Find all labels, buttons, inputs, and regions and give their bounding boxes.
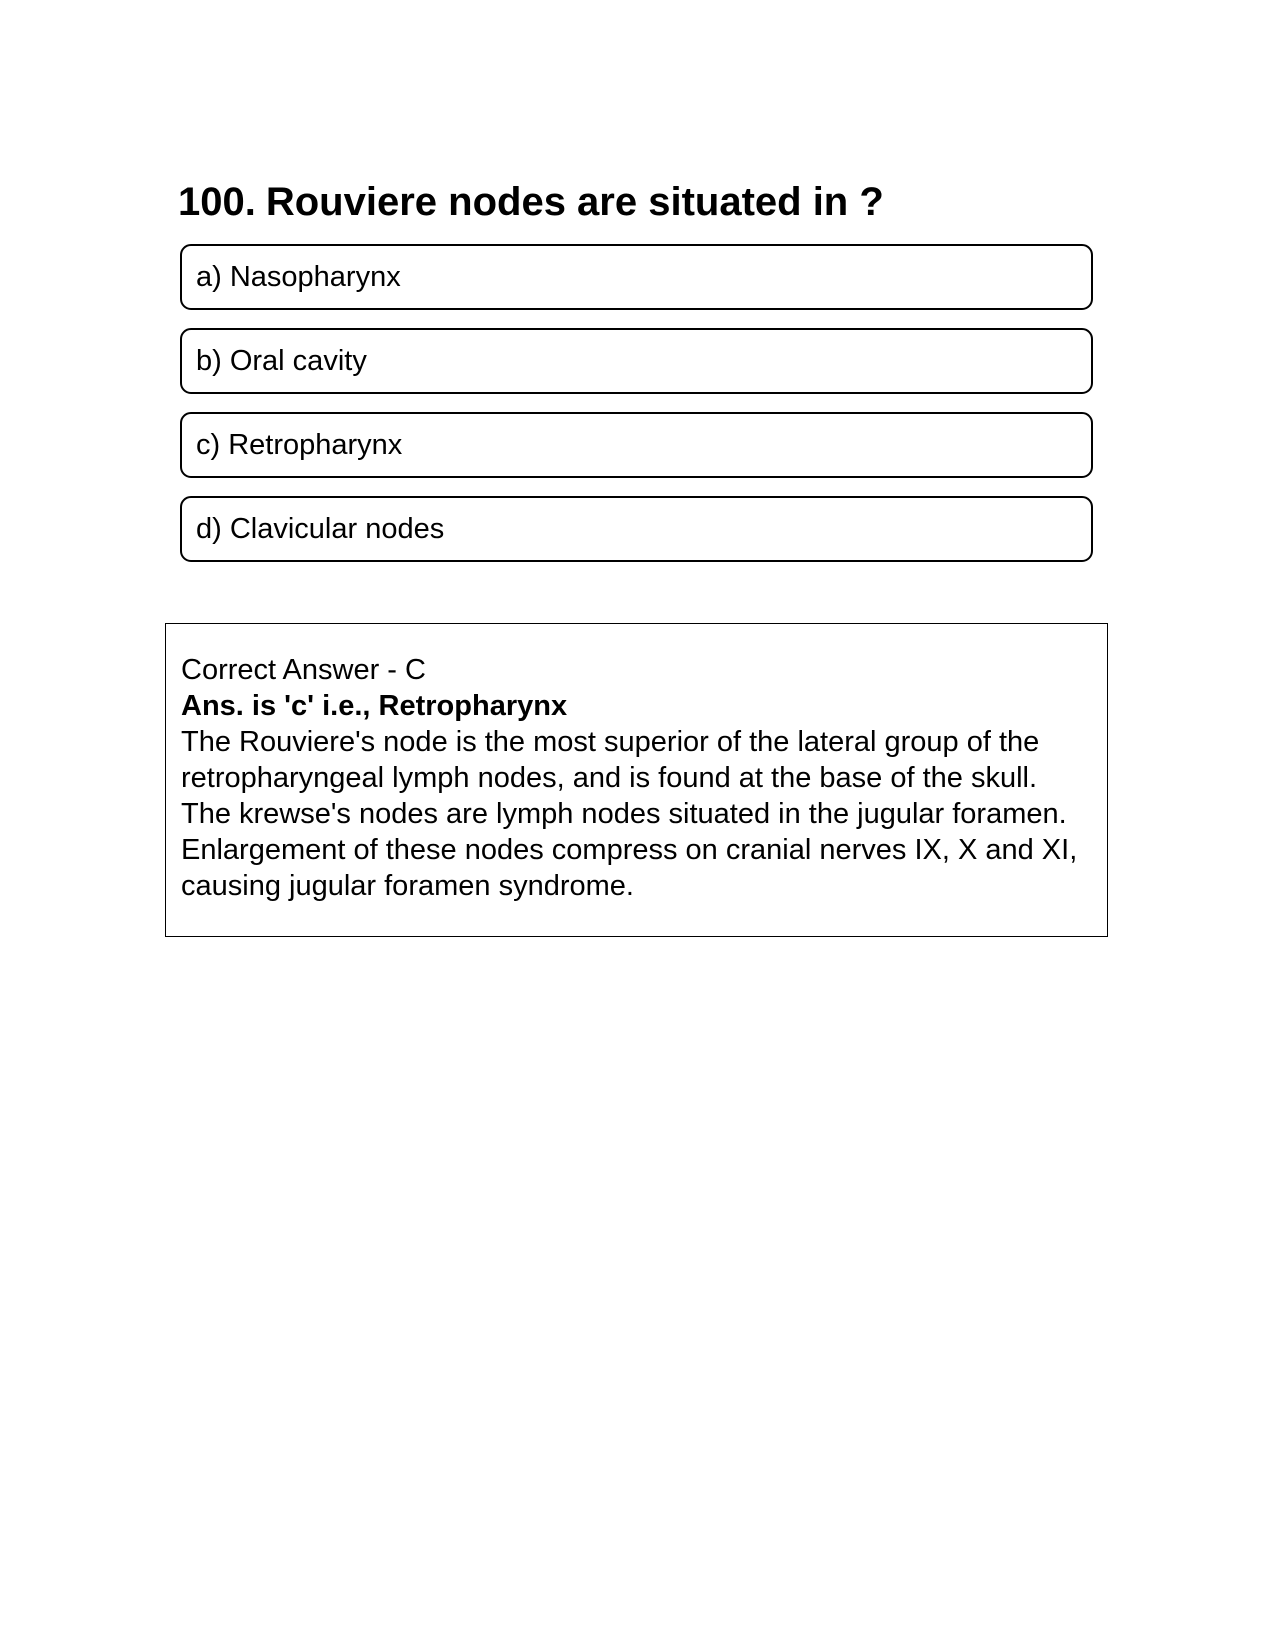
question-text: Rouviere nodes are situated in ? <box>265 180 884 224</box>
question-number: 100. <box>178 180 256 224</box>
correct-answer-line: Correct Answer - C <box>181 654 426 686</box>
question-title <box>178 178 884 226</box>
answer-statement: Ans. is 'c' i.e., Retropharynx <box>181 690 568 722</box>
answer-explanation: The Rouviere's node is the most superior of the lateral group of the retropharyngeal lymph nodes, and is found at the base of the skull. The krewse's nodes are lymph nodes situated in the jugular foramen. Enlargement of these nodes compress on cranial nerves IX, X and XI, causing jugular foramen syndrome. <box>181 726 1078 902</box>
option-b[interactable]: b) Oral cavity <box>180 328 1093 394</box>
option-a[interactable]: a) Nasopharynx <box>180 244 1093 310</box>
option-c[interactable]: c) Retropharynx <box>180 412 1093 478</box>
answer-box <box>165 623 1108 937</box>
option-d[interactable]: d) Clavicular nodes <box>180 496 1093 562</box>
